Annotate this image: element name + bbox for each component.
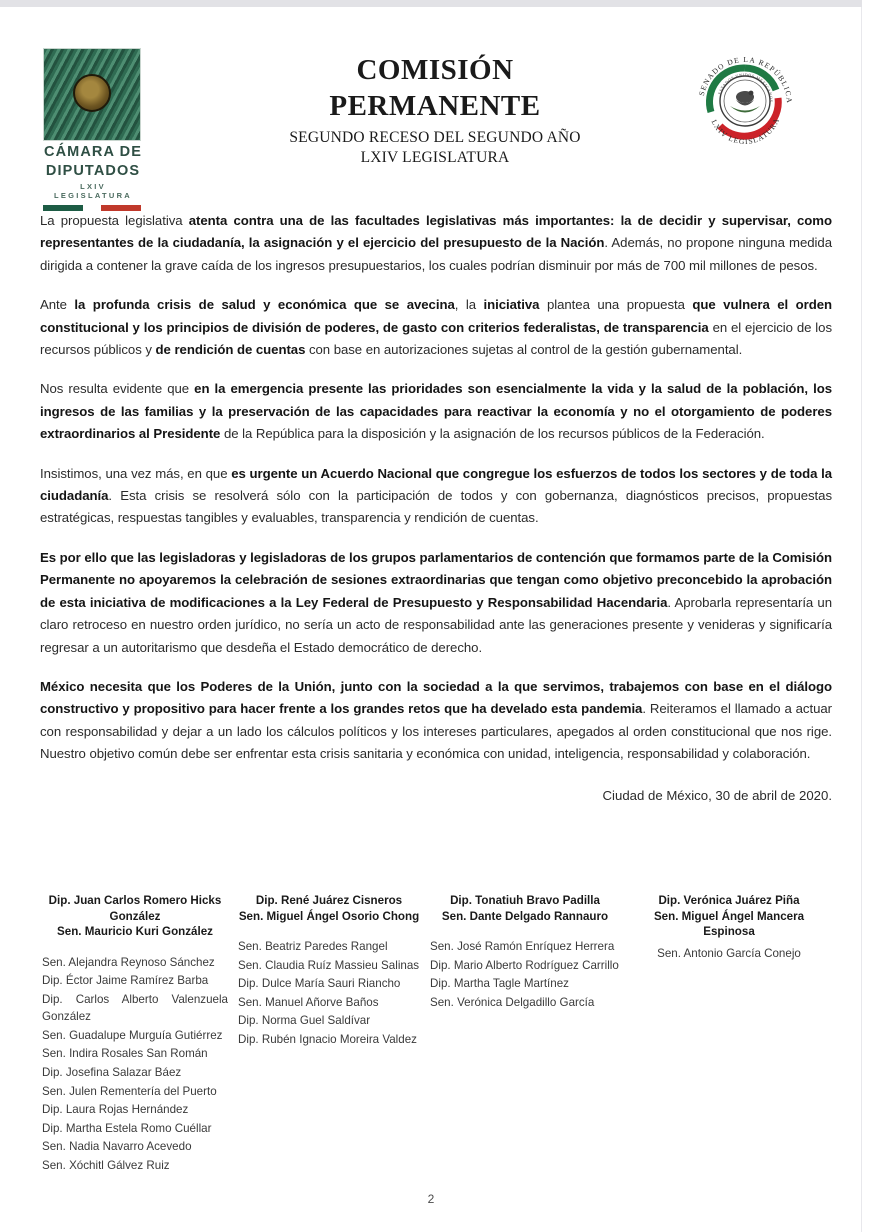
text-run: plantea una propuesta [539, 297, 693, 313]
emphasis-run: Es por ello que las legisladoras y legisladoras de los grupos parlamentarios de contención que formamos parte de la Comisión Permanente no apoyaremos la celebración de sesiones extraordinarias que tengan como objetivo preconcebido la aprobación de esta iniciativa de modificaciones a la Ley Federal de Presupuesto y Responsabilidad Hacendaria [40, 549, 832, 610]
text-run: de la República para la disposición y la asignación de los recursos públicos de la Federación. [220, 426, 765, 442]
emphasis-run: la profunda crisis de salud y económica que se avecina [74, 297, 455, 313]
camara-de-diputados-logo [43, 48, 143, 211]
signature-member-list [630, 945, 828, 963]
signature-member: Dip. Mario Alberto Rodríguez Carrillo [430, 958, 619, 972]
signature-column-heads [430, 893, 620, 924]
signature-member: Dip. Rubén Ignacio Moreira Valdez [238, 1032, 417, 1046]
page-subtitle-line-2: LXIV LEGISLATURA [360, 149, 510, 166]
signature-member-list [430, 938, 620, 1011]
signature-head: Sen. Mauricio Kuri González [57, 925, 213, 938]
signature-column [238, 893, 430, 1176]
signature-member: Sen. Indira Rosales San Román [42, 1047, 208, 1061]
text-run: La propuesta legislativa [40, 213, 189, 228]
signature-column [630, 893, 838, 1176]
signature-head: Dip. Juan Carlos Romero Hicks González [48, 894, 222, 923]
signature-member: Dip. Laura Rojas Hernández [42, 1103, 189, 1117]
page-title-line-1: COMISIÓN [356, 54, 514, 86]
body-paragraph [40, 294, 832, 361]
page-subtitle-line-1: SEGUNDO RECESO DEL SEGUNDO AÑO [289, 129, 581, 146]
emphasis-run: iniciativa [483, 297, 540, 313]
signature-member: Sen. Manuel Añorve Baños [238, 995, 379, 1009]
svg-text:SENADO DE LA REPÚBLICA: SENADO DE LA REPÚBLICA [696, 54, 795, 105]
signature-member: Sen. Claudia Ruíz Massieu Salinas [238, 958, 420, 972]
signature-member: Sen. Julen Rementería del Puerto [42, 1084, 217, 1098]
signature-member: Dip. Dulce María Sauri Riancho [238, 977, 401, 991]
signature-member: Dip. Josefina Salazar Báez [42, 1066, 182, 1080]
emphasis-run: que vulnera el orden constitucional y los principios de división de poderes, de gasto con criterios federalistas, de transparencia [40, 297, 832, 335]
signature-member: Sen. Guadalupe Murguía Gutiérrez [42, 1028, 223, 1042]
signature-head: Dip. René Juárez Cisneros [255, 894, 403, 907]
signature-column [430, 893, 630, 1176]
signature-head: Dip. Verónica Juárez Piña [658, 894, 800, 907]
emphasis-run: de rendición de cuentas [155, 342, 306, 358]
page-top-strip-gap [862, 0, 870, 7]
emphasis-run: es urgente un Acuerdo Nacional que congregue los esfuerzos de todos los sectores y de toda la ciudadanía [40, 465, 833, 504]
signature-head: Sen. Miguel Ángel Mancera Espinosa [653, 909, 805, 938]
signature-member: Dip. Martha Estela Romo Cuéllar [42, 1121, 212, 1135]
document-body [40, 210, 832, 803]
page-title-line-2: PERMANENTE [329, 90, 541, 122]
text-run: Ante [40, 297, 75, 313]
signature-member: Dip. Norma Guel Saldívar [238, 1014, 371, 1028]
body-paragraph [40, 676, 832, 766]
signature-member: Sen. Antonio García Conejo [657, 946, 801, 960]
signature-column [38, 893, 238, 1176]
text-run: . Además, no propone ninguna medida dirigida a contener la grave caída de los ingresos presupuestarios, los cuales podrían disminuir por más de 700 mil millones de pesos. [40, 235, 833, 273]
signature-member: Dip. Martha Tagle Martínez [430, 977, 569, 991]
signature-member-list [238, 938, 420, 1049]
signature-columns [38, 893, 838, 1176]
emphasis-run: México necesita que los Poderes de la Unión, junto con la sociedad a la que servimos, trabajemos con base en el diálogo constructivo y propositivo para hacer frente a los grandes retos que ha develado esta pandemia [40, 678, 832, 717]
body-paragraph [40, 210, 832, 277]
signature-column-heads [238, 893, 420, 924]
text-run: , la [454, 297, 484, 313]
signature-column-heads [42, 893, 228, 940]
text-run: . Aprobarla representaría un claro retroceso en nuestro orden jurídico, no sería un acto de responsabilidad ante las generaciones presente y venideras y significaría regresar a un autoritarismo que desdeña el Estado democrático de derecho. [40, 594, 833, 655]
signature-member: Dip. Carlos Alberto Valenzuela González [42, 992, 228, 1024]
header-title-block [220, 52, 650, 168]
signature-head: Sen. Miguel Ángel Osorio Chong [238, 909, 420, 923]
emphasis-run: en la emergencia presente las prioridades son esencialmente la vida y la salud de la población, los ingresos de las familias y la preservación de las capacidades para reactivar la economía y no el otorgamiento de poderes extraordinarios al Presidente [40, 381, 832, 442]
signature-member: Sen. Alejandra Reynoso Sánchez [42, 955, 215, 969]
paragraph-list [40, 210, 832, 766]
text-run: en el ejercicio de los recursos públicos y [40, 319, 832, 358]
signature-member-list [42, 954, 228, 1175]
text-run: con base en autorizaciones sujetas al control de la gestión gubernamental. [305, 342, 743, 358]
signature-member: Sen. Beatriz Paredes Rangel [238, 940, 388, 953]
text-run: Nos resulta evidente que [40, 381, 195, 397]
signature-member: Sen. Xóchitl Gálvez Ruiz [42, 1159, 170, 1173]
signature-head: Dip. Tonatiuh Bravo Padilla [450, 894, 600, 907]
text-run: Insistimos, una vez más, en que [40, 465, 232, 481]
logo-line-3: LXIV LEGISLATURA [53, 182, 133, 200]
svg-text:LXIV LEGISLATURA: LXIV LEGISLATURA [709, 116, 782, 147]
page-right-edge [861, 7, 870, 1232]
document-header [0, 38, 862, 198]
page-top-strip [0, 0, 862, 7]
date-line: Ciudad de México, 30 de abril de 2020. [602, 787, 832, 803]
signature-member: Sen. José Ramón Enríquez Herrera [430, 940, 615, 953]
text-run: . Esta crisis se resolverá sólo con la participación de todos y con gobernanza, diagnósticos precisos, propuestas estratégicas, respuestas tangibles y evaluables, transparencia y rendición de cuentas. [40, 488, 832, 526]
logo-line-1: CÁMARA DE [44, 144, 142, 160]
emphasis-run: atenta contra una de las facultades legislativas más importantes: la de decidir y supervisar, como representantes de la ciudadanía, la asignación y el ejercicio del presupuesto de la Nación [40, 213, 832, 251]
body-paragraph [40, 378, 832, 445]
signature-member: Sen. Nadia Navarro Acevedo [42, 1140, 192, 1154]
svg-text:ESTADOS UNIDOS MEXICANOS: ESTADOS UNIDOS MEXICANOS [716, 71, 775, 103]
page-number: 2 [427, 1192, 435, 1206]
logo-line-2: DIPUTADOS [45, 163, 141, 179]
signature-head: Sen. Dante Delgado Rannauro [441, 909, 609, 923]
signature-member: Sen. Verónica Delgadillo García [430, 995, 595, 1009]
signature-member: Dip. Éctor Jaime Ramírez Barba [42, 974, 209, 988]
camara-de-diputados-emblem-icon [43, 48, 141, 141]
body-paragraph [40, 463, 832, 530]
senado-de-la-republica-seal-icon [690, 46, 800, 156]
signature-column-heads [630, 893, 828, 940]
body-paragraph [40, 547, 832, 659]
text-run: . Reiteramos el llamado a actuar con responsabilidad y dejar a un lado los cálculos políticos y los intereses particulares, apegados al orden constitucional que nos rige. Nuestro objetivo común debe ser enfrentar esta crisis sanitaria y económica con unidad, inteligencia, responsabilidad y colaboración. [40, 701, 832, 762]
